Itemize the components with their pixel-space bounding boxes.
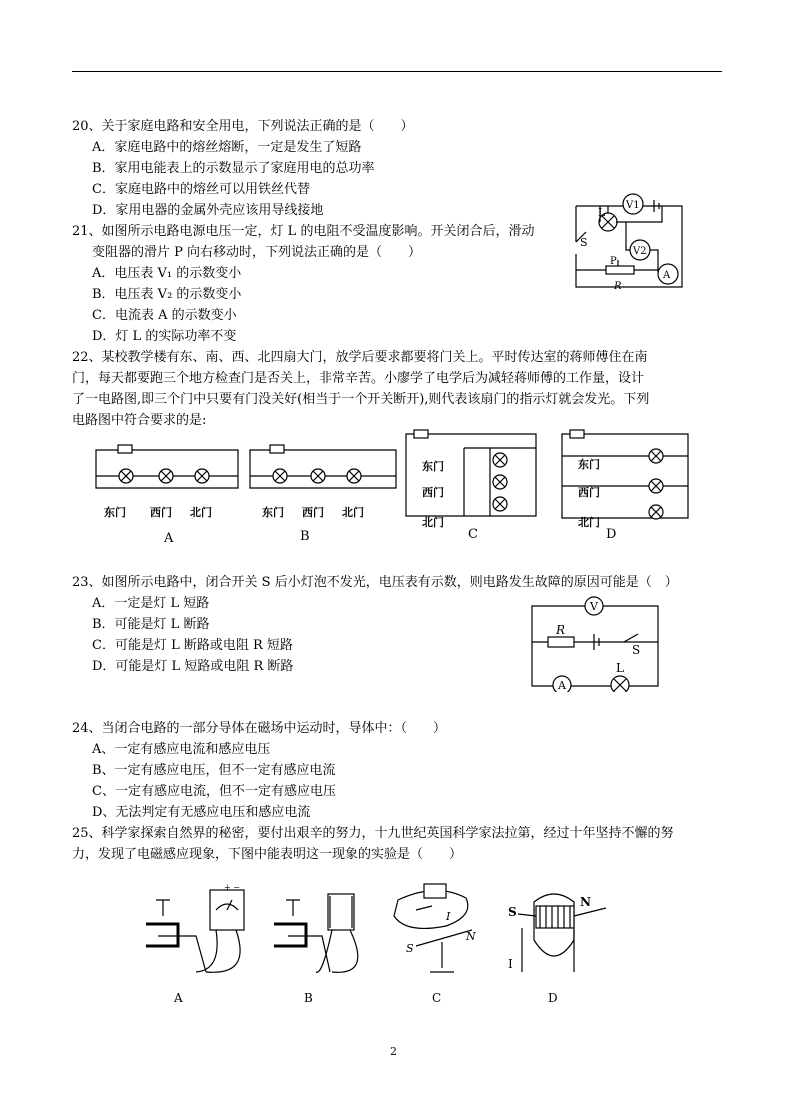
q22-a-door-east: 东门: [104, 506, 126, 519]
q22-d-door-west: 西门: [578, 486, 600, 499]
q22-c-door-east: 东门: [422, 460, 444, 473]
q25-choice-a: A: [174, 991, 183, 1005]
q21-label-slider: P: [610, 256, 617, 267]
q21-option-c: C．电流表 A 的示数变小: [92, 308, 237, 323]
q21-label-lamp: L: [598, 206, 606, 219]
q23-option-d: D．可能是灯 L 短路或电阻 R 断路: [92, 659, 294, 674]
q21-option-a: A．电压表 V₁ 的示数变小: [92, 266, 242, 281]
q22-stem-line1: 22、某校教学楼有东、南、西、北四扇大门，放学后要求都要将门关上。平时传达室的蒋师傅住在南: [72, 350, 648, 365]
q21-stem-line1: 21、如图所示电路电源电压一定，灯 L 的电阻不受温度影响。开关闭合后，滑动: [72, 224, 535, 239]
q25-b-polarity: + −: [224, 883, 240, 892]
q23-label-switch: S: [632, 643, 641, 657]
q25-choice-b: B: [304, 991, 313, 1005]
q23-stem: 23、如图所示电路中，闭合开关 S 后小灯泡不发光，电压表有示数，则电路发生故障的原因可能是（ ）: [72, 575, 678, 590]
q21-label-v2: V2: [633, 246, 647, 257]
q23-label-ammeter: A: [558, 679, 566, 692]
q22-choice-c: C: [468, 527, 478, 542]
q25-d-south: S: [508, 905, 517, 919]
q22-b-door-east: 东门: [262, 506, 284, 519]
q23-option-b: B．可能是灯 L 断路: [92, 617, 210, 632]
q22-circuit-figures: [90, 428, 700, 548]
q22-choice-d: D: [606, 527, 617, 542]
q25-stem-line1: 25、科学家探索自然界的秘密，要付出艰辛的努力，十九世纪英国科学家法拉第，经过十年坚持不懈的努: [72, 826, 674, 841]
q24-option-a: A、一定有感应电流和感应电压: [92, 742, 271, 757]
q24-option-b: B、一定有感应电压，但不一定有感应电流: [92, 763, 336, 778]
q25-d-north: N: [580, 895, 591, 909]
q20-stem: 20、关于家庭电路和安全用电，下列说法正确的是（ ）: [72, 119, 414, 134]
header-rule: [72, 71, 722, 72]
q20-option-b: B．家用电能表上的示数显示了家庭用电的总功率: [92, 161, 375, 176]
q23-label-voltmeter: V: [590, 600, 598, 613]
q25-experiment-figures: [136, 880, 612, 1008]
q21-label-v1: V1: [626, 200, 640, 211]
q21-label-ammeter: A: [663, 270, 671, 281]
q22-choice-a: A: [164, 531, 174, 546]
q22-stem-line3: 了一电路图,即三个门中只要有门没关好(相当于一个开关断开),则代表该扇门的指示灯就会发光。下列: [72, 392, 650, 407]
q21-label-switch: S: [580, 236, 588, 249]
q21-circuit-figure: [562, 192, 697, 296]
q25-choice-d: D: [548, 991, 558, 1005]
q23-option-c: C．可能是灯 L 断路或电阻 R 短路: [92, 638, 293, 653]
q20-option-a: A．家庭电路中的熔丝熔断，一定是发生了短路: [92, 140, 362, 155]
q21-label-resistor: R: [614, 281, 622, 292]
q22-d-door-north: 北门: [578, 516, 600, 529]
q24-stem: 24、当闭合电路的一部分导体在磁场中运动时，导体中：（ ）: [72, 721, 447, 736]
q23-label-lamp: L: [616, 661, 624, 675]
q22-a-door-north: 北门: [190, 506, 212, 519]
q25-d-current: I: [508, 957, 513, 971]
q22-stem-line4: 电路图中符合要求的是:: [72, 413, 207, 428]
q25-c-north: N: [466, 930, 476, 943]
q23-label-resistor: R: [556, 623, 566, 637]
q22-b-door-west: 西门: [302, 506, 324, 519]
q25-c-current: I: [446, 910, 451, 923]
q20-option-c: C．家庭电路中的熔丝可以用铁丝代替: [92, 182, 310, 197]
q22-stem-line2: 门，每天都要跑三个地方检查门是否关上，非常辛苦。小廖学了电学后为减轻蒋师傅的工作量，设计: [72, 371, 645, 386]
q25-choice-c: C: [432, 991, 442, 1005]
q25-stem-line2: 力，发现了电磁感应现象，下图中能表明这一现象的实验是（ ）: [72, 847, 463, 862]
q23-circuit-figure: [528, 594, 668, 692]
q22-d-door-east: 东门: [578, 458, 600, 471]
q25-c-south: S: [406, 942, 414, 955]
q21-stem-line2: 变阻器的滑片 P 向右移动时，下列说法正确的是（ ）: [92, 245, 422, 260]
q20-option-d: D．家用电器的金属外壳应该用导线接地: [92, 203, 324, 218]
q22-c-door-north: 北门: [422, 516, 444, 529]
q21-option-b: B．电压表 V₂ 的示数变小: [92, 287, 242, 302]
q22-c-door-west: 西门: [422, 486, 444, 499]
q22-a-door-west: 西门: [150, 506, 172, 519]
page-number: 2: [390, 1045, 397, 1058]
q22-b-door-north: 北门: [342, 506, 364, 519]
q24-option-d: D、无法判定有无感应电压和感应电流: [92, 805, 311, 820]
q21-option-d: D．灯 L 的实际功率不变: [92, 329, 237, 344]
q22-choice-b: B: [300, 529, 310, 544]
q24-option-c: C、一定有感应电流，但不一定有感应电压: [92, 784, 336, 799]
q23-option-a: A．一定是灯 L 短路: [92, 596, 210, 611]
